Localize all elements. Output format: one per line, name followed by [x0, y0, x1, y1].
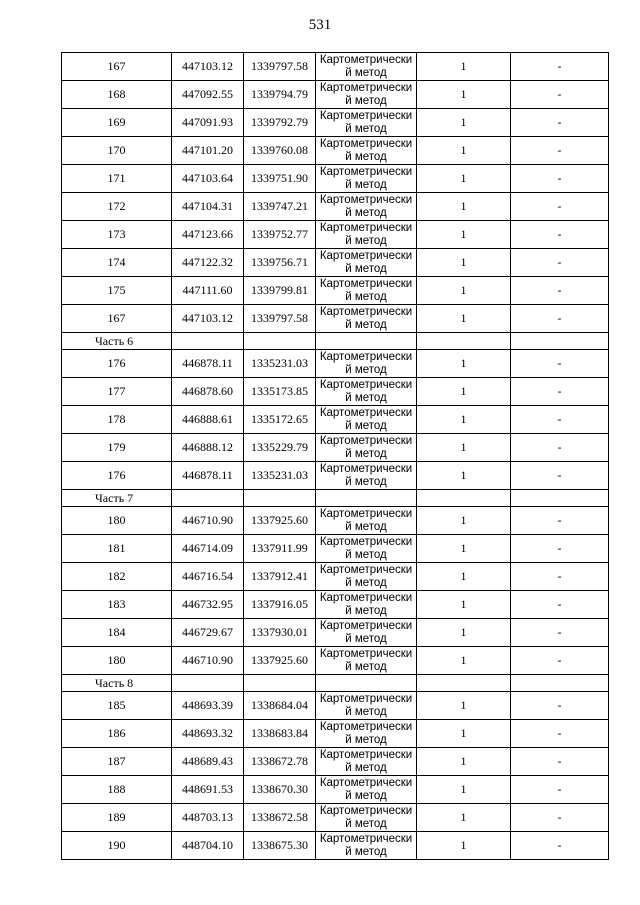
method-line-1: Картометрически: [319, 805, 413, 817]
method-line-2: й метод: [345, 706, 387, 718]
accuracy-cell: 1: [417, 378, 511, 406]
accuracy-cell: 1: [417, 165, 511, 193]
accuracy-cell: 1: [417, 53, 511, 81]
note-cell: -: [511, 81, 609, 109]
table-row: [62, 647, 609, 675]
table-row: [62, 249, 609, 277]
method-line-2: й метод: [345, 319, 387, 331]
point-number-cell: 178: [62, 406, 172, 434]
method-cell: [316, 249, 417, 277]
note-cell: -: [511, 619, 609, 647]
point-number-cell: 180: [62, 647, 172, 675]
empty-cell: [417, 490, 511, 507]
x-coordinate-cell: 446878.60: [172, 378, 244, 406]
table-row: [62, 804, 609, 832]
method-cell: [316, 350, 417, 378]
table-row: [62, 53, 609, 81]
x-coordinate-cell: 447111.60: [172, 277, 244, 305]
accuracy-cell: 1: [417, 462, 511, 490]
x-coordinate-cell: 447123.66: [172, 221, 244, 249]
y-coordinate-cell: 1339797.58: [244, 305, 316, 333]
table-row: [62, 692, 609, 720]
note-cell: -: [511, 53, 609, 81]
y-coordinate-cell: 1338672.58: [244, 804, 316, 832]
y-coordinate-cell: 1339751.90: [244, 165, 316, 193]
point-number-cell: 172: [62, 193, 172, 221]
y-coordinate-cell: 1338672.78: [244, 748, 316, 776]
method-cell: [316, 462, 417, 490]
method-line-2: й метод: [345, 846, 387, 858]
empty-cell: [511, 490, 609, 507]
accuracy-cell: 1: [417, 406, 511, 434]
method-line-1: Картометрически: [319, 749, 413, 761]
empty-cell: [244, 675, 316, 692]
x-coordinate-cell: 448691.53: [172, 776, 244, 804]
note-cell: -: [511, 507, 609, 535]
y-coordinate-cell: 1339792.79: [244, 109, 316, 137]
note-cell: -: [511, 535, 609, 563]
method-cell: [316, 692, 417, 720]
note-cell: -: [511, 249, 609, 277]
method-line-2: й метод: [345, 151, 387, 163]
x-coordinate-cell: 446888.61: [172, 406, 244, 434]
point-number-cell: 177: [62, 378, 172, 406]
method-line-2: й метод: [345, 734, 387, 746]
x-coordinate-cell: 447122.32: [172, 249, 244, 277]
method-line-1: Картометрически: [319, 351, 413, 363]
method-cell: [316, 137, 417, 165]
point-number-cell: 174: [62, 249, 172, 277]
method-line-1: Картометрически: [319, 166, 413, 178]
table-row: [62, 619, 609, 647]
table-row: [62, 507, 609, 535]
table-row: [62, 378, 609, 406]
accuracy-cell: 1: [417, 277, 511, 305]
method-line-1: Картометрически: [319, 648, 413, 660]
method-line-2: й метод: [345, 392, 387, 404]
method-line-2: й метод: [345, 605, 387, 617]
method-line-1: Картометрически: [319, 306, 413, 318]
x-coordinate-cell: 448704.10: [172, 832, 244, 860]
method-cell: [316, 406, 417, 434]
x-coordinate-cell: 447103.64: [172, 165, 244, 193]
method-line-1: Картометрически: [319, 110, 413, 122]
y-coordinate-cell: 1338684.04: [244, 692, 316, 720]
x-coordinate-cell: 447091.93: [172, 109, 244, 137]
empty-cell: [511, 333, 609, 350]
note-cell: -: [511, 748, 609, 776]
accuracy-cell: 1: [417, 692, 511, 720]
method-line-1: Картометрически: [319, 82, 413, 94]
method-line-1: Картометрически: [319, 620, 413, 632]
table-row: [62, 221, 609, 249]
part-label: Часть 7: [62, 490, 172, 507]
method-line-1: Картометрически: [319, 564, 413, 576]
note-cell: -: [511, 193, 609, 221]
method-line-1: Картометрически: [319, 138, 413, 150]
point-number-cell: 173: [62, 221, 172, 249]
table-row: [62, 434, 609, 462]
table-row: [62, 277, 609, 305]
method-line-2: й метод: [345, 633, 387, 645]
point-number-cell: 170: [62, 137, 172, 165]
method-cell: [316, 647, 417, 675]
method-cell: [316, 720, 417, 748]
accuracy-cell: 1: [417, 249, 511, 277]
accuracy-cell: 1: [417, 776, 511, 804]
part-header-row: [62, 675, 609, 692]
method-line-1: Картометрически: [319, 777, 413, 789]
coordinates-table-body: [62, 53, 609, 860]
accuracy-cell: 1: [417, 619, 511, 647]
method-line-2: й метод: [345, 420, 387, 432]
note-cell: -: [511, 776, 609, 804]
x-coordinate-cell: 448693.39: [172, 692, 244, 720]
note-cell: -: [511, 305, 609, 333]
x-coordinate-cell: 448703.13: [172, 804, 244, 832]
point-number-cell: 184: [62, 619, 172, 647]
coordinates-table: [61, 52, 609, 860]
method-cell: [316, 591, 417, 619]
empty-cell: [417, 333, 511, 350]
point-number-cell: 186: [62, 720, 172, 748]
accuracy-cell: 1: [417, 591, 511, 619]
method-line-1: Картометрически: [319, 721, 413, 733]
point-number-cell: 182: [62, 563, 172, 591]
empty-cell: [511, 675, 609, 692]
x-coordinate-cell: 446878.11: [172, 462, 244, 490]
method-cell: [316, 434, 417, 462]
x-coordinate-cell: 447103.12: [172, 53, 244, 81]
table-row: [62, 720, 609, 748]
table-row: [62, 776, 609, 804]
method-cell: [316, 53, 417, 81]
empty-cell: [244, 333, 316, 350]
y-coordinate-cell: 1335172.65: [244, 406, 316, 434]
y-coordinate-cell: 1335231.03: [244, 350, 316, 378]
method-cell: [316, 305, 417, 333]
point-number-cell: 176: [62, 462, 172, 490]
method-line-2: й метод: [345, 364, 387, 376]
accuracy-cell: 1: [417, 720, 511, 748]
method-line-1: Картометрически: [319, 435, 413, 447]
empty-cell: [417, 675, 511, 692]
point-number-cell: 179: [62, 434, 172, 462]
accuracy-cell: 1: [417, 305, 511, 333]
method-line-1: Картометрически: [319, 536, 413, 548]
table-row: [62, 193, 609, 221]
note-cell: -: [511, 804, 609, 832]
method-line-1: Картометрически: [319, 54, 413, 66]
accuracy-cell: 1: [417, 535, 511, 563]
method-cell: [316, 193, 417, 221]
point-number-cell: 185: [62, 692, 172, 720]
accuracy-cell: 1: [417, 193, 511, 221]
empty-cell: [172, 490, 244, 507]
part-header-row: [62, 490, 609, 507]
method-line-2: й метод: [345, 67, 387, 79]
method-line-2: й метод: [345, 521, 387, 533]
method-line-2: й метод: [345, 790, 387, 802]
x-coordinate-cell: 448689.43: [172, 748, 244, 776]
note-cell: -: [511, 720, 609, 748]
accuracy-cell: 1: [417, 804, 511, 832]
y-coordinate-cell: 1337930.01: [244, 619, 316, 647]
method-line-2: й метод: [345, 818, 387, 830]
method-line-2: й метод: [345, 179, 387, 191]
method-line-1: Картометрически: [319, 194, 413, 206]
note-cell: -: [511, 434, 609, 462]
x-coordinate-cell: 446714.09: [172, 535, 244, 563]
point-number-cell: 167: [62, 305, 172, 333]
point-number-cell: 183: [62, 591, 172, 619]
accuracy-cell: 1: [417, 137, 511, 165]
table-row: [62, 406, 609, 434]
table-row: [62, 591, 609, 619]
x-coordinate-cell: 447103.12: [172, 305, 244, 333]
part-label: Часть 6: [62, 333, 172, 350]
x-coordinate-cell: 446716.54: [172, 563, 244, 591]
x-coordinate-cell: 446888.12: [172, 434, 244, 462]
method-line-2: й метод: [345, 123, 387, 135]
x-coordinate-cell: 446878.11: [172, 350, 244, 378]
note-cell: -: [511, 647, 609, 675]
note-cell: -: [511, 165, 609, 193]
method-cell: [316, 563, 417, 591]
note-cell: -: [511, 462, 609, 490]
table-row: [62, 563, 609, 591]
accuracy-cell: 1: [417, 221, 511, 249]
part-header-row: [62, 333, 609, 350]
empty-cell: [172, 675, 244, 692]
x-coordinate-cell: 447104.31: [172, 193, 244, 221]
y-coordinate-cell: 1338675.30: [244, 832, 316, 860]
y-coordinate-cell: 1339794.79: [244, 81, 316, 109]
method-cell: [316, 507, 417, 535]
table-row: [62, 748, 609, 776]
table-row: [62, 165, 609, 193]
table-row: [62, 462, 609, 490]
method-line-2: й метод: [345, 448, 387, 460]
table-row: [62, 832, 609, 860]
method-line-1: Картометрически: [319, 407, 413, 419]
y-coordinate-cell: 1337916.05: [244, 591, 316, 619]
method-line-1: Картометрически: [319, 693, 413, 705]
method-line-1: Картометрически: [319, 250, 413, 262]
method-line-2: й метод: [345, 263, 387, 275]
y-coordinate-cell: 1339797.58: [244, 53, 316, 81]
empty-cell: [172, 333, 244, 350]
x-coordinate-cell: 446710.90: [172, 647, 244, 675]
method-cell: [316, 804, 417, 832]
accuracy-cell: 1: [417, 507, 511, 535]
method-line-1: Картометрически: [319, 379, 413, 391]
y-coordinate-cell: 1339752.77: [244, 221, 316, 249]
table-row: [62, 535, 609, 563]
note-cell: -: [511, 692, 609, 720]
y-coordinate-cell: 1339756.71: [244, 249, 316, 277]
accuracy-cell: 1: [417, 748, 511, 776]
method-cell: [316, 619, 417, 647]
empty-cell: [316, 333, 417, 350]
method-line-2: й метод: [345, 661, 387, 673]
point-number-cell: 188: [62, 776, 172, 804]
method-cell: [316, 165, 417, 193]
method-cell: [316, 221, 417, 249]
y-coordinate-cell: 1338683.84: [244, 720, 316, 748]
note-cell: -: [511, 832, 609, 860]
method-cell: [316, 81, 417, 109]
method-line-2: й метод: [345, 207, 387, 219]
accuracy-cell: 1: [417, 350, 511, 378]
note-cell: -: [511, 277, 609, 305]
method-cell: [316, 535, 417, 563]
y-coordinate-cell: 1339747.21: [244, 193, 316, 221]
note-cell: -: [511, 563, 609, 591]
x-coordinate-cell: 446710.90: [172, 507, 244, 535]
empty-cell: [316, 675, 417, 692]
part-label: Часть 8: [62, 675, 172, 692]
point-number-cell: 169: [62, 109, 172, 137]
method-cell: [316, 378, 417, 406]
method-line-2: й метод: [345, 235, 387, 247]
x-coordinate-cell: 447092.55: [172, 81, 244, 109]
empty-cell: [316, 490, 417, 507]
method-cell: [316, 748, 417, 776]
note-cell: -: [511, 406, 609, 434]
method-cell: [316, 109, 417, 137]
table-row: [62, 305, 609, 333]
method-line-2: й метод: [345, 762, 387, 774]
accuracy-cell: 1: [417, 647, 511, 675]
y-coordinate-cell: 1335231.03: [244, 462, 316, 490]
table-row: [62, 81, 609, 109]
note-cell: -: [511, 350, 609, 378]
y-coordinate-cell: 1337912.41: [244, 563, 316, 591]
x-coordinate-cell: 447101.20: [172, 137, 244, 165]
method-line-2: й метод: [345, 577, 387, 589]
method-line-2: й метод: [345, 291, 387, 303]
y-coordinate-cell: 1337925.60: [244, 507, 316, 535]
method-line-2: й метод: [345, 549, 387, 561]
method-line-2: й метод: [345, 476, 387, 488]
method-line-1: Картометрически: [319, 278, 413, 290]
point-number-cell: 190: [62, 832, 172, 860]
point-number-cell: 176: [62, 350, 172, 378]
accuracy-cell: 1: [417, 434, 511, 462]
note-cell: -: [511, 378, 609, 406]
note-cell: -: [511, 137, 609, 165]
point-number-cell: 180: [62, 507, 172, 535]
y-coordinate-cell: 1335229.79: [244, 434, 316, 462]
y-coordinate-cell: 1338670.30: [244, 776, 316, 804]
table-row: [62, 137, 609, 165]
point-number-cell: 181: [62, 535, 172, 563]
y-coordinate-cell: 1339799.81: [244, 277, 316, 305]
method-cell: [316, 776, 417, 804]
method-line-1: Картометрически: [319, 833, 413, 845]
empty-cell: [244, 490, 316, 507]
point-number-cell: 168: [62, 81, 172, 109]
page-number: 531: [308, 17, 332, 33]
method-line-1: Картометрически: [319, 508, 413, 520]
y-coordinate-cell: 1337925.60: [244, 647, 316, 675]
method-cell: [316, 832, 417, 860]
y-coordinate-cell: 1339760.08: [244, 137, 316, 165]
method-cell: [316, 277, 417, 305]
point-number-cell: 167: [62, 53, 172, 81]
accuracy-cell: 1: [417, 832, 511, 860]
point-number-cell: 187: [62, 748, 172, 776]
method-line-1: Картометрически: [319, 592, 413, 604]
point-number-cell: 171: [62, 165, 172, 193]
accuracy-cell: 1: [417, 81, 511, 109]
x-coordinate-cell: 446732.95: [172, 591, 244, 619]
table-row: [62, 350, 609, 378]
table-row: [62, 109, 609, 137]
x-coordinate-cell: 448693.32: [172, 720, 244, 748]
method-line-1: Картометрически: [319, 222, 413, 234]
x-coordinate-cell: 446729.67: [172, 619, 244, 647]
note-cell: -: [511, 109, 609, 137]
y-coordinate-cell: 1337911.99: [244, 535, 316, 563]
accuracy-cell: 1: [417, 109, 511, 137]
accuracy-cell: 1: [417, 563, 511, 591]
y-coordinate-cell: 1335173.85: [244, 378, 316, 406]
note-cell: -: [511, 591, 609, 619]
method-line-2: й метод: [345, 95, 387, 107]
note-cell: -: [511, 221, 609, 249]
method-line-1: Картометрически: [319, 463, 413, 475]
point-number-cell: 189: [62, 804, 172, 832]
point-number-cell: 175: [62, 277, 172, 305]
